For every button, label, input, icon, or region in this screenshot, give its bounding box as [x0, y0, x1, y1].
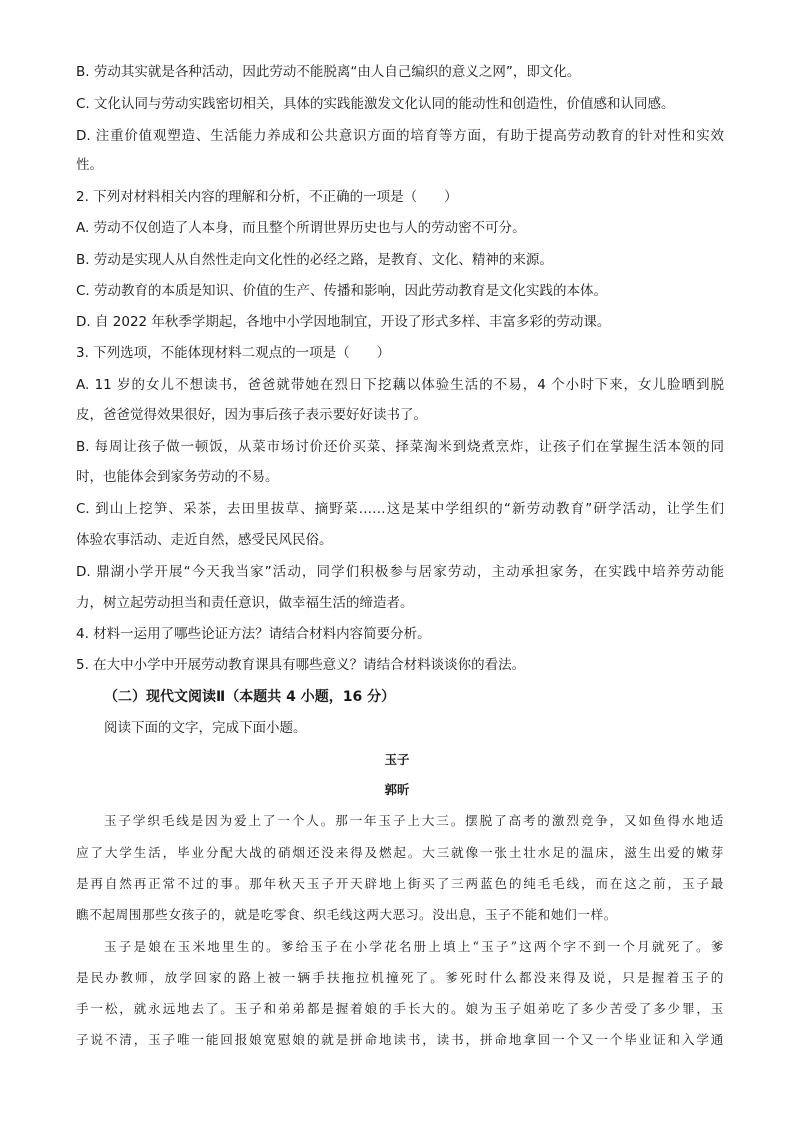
story-title: 玉子 [384, 752, 410, 767]
section-heading: （二）现代文阅读Ⅱ（本题共 4 小题，16 分） [104, 689, 396, 705]
option-line: 力，树立起劳动担当和责任意识，做幸福生活的缔造者。 [76, 595, 414, 611]
option-line: D. 注重价值观塑造、生活能力养成和公共意识方面的培育等方面，有助于提高劳动教育的针对性和实效 [76, 128, 724, 144]
question-3: 3. 下列选项，不能体现材料二观点的一项是（ ） [76, 345, 391, 361]
story-line: 手一松，就永远地去了。玉子和弟弟都是握着娘的手长大的。娘为玉子姐弟吃了多少苦受了多少罪，玉 [76, 1001, 724, 1016]
story-line: 应了大学生活，毕业分配大战的硝烟还没来得及燃起。大三就像一张土壮水足的温床，滋生出爱的嫩芽 [76, 845, 724, 860]
question-2: 2. 下列对材料相关内容的理解和分析，不正确的一项是（ ） [76, 189, 458, 205]
section-instruction: 阅读下面的文字，完成下面小题。 [104, 720, 307, 736]
option-line: B. 劳动是实现人从自然性走向文化性的必经之路，是教育、文化、精神的来源。 [76, 252, 553, 268]
story-line: 瞧不起周围那些女孩子的，就是吃零食、织毛线这两大恶习。没出息，玉子不能和她们一样。 [76, 907, 617, 922]
option-line: D. 自 2022 年秋季学期起，各地中小学因地制宜，开设了形式多样、丰富多彩的劳动课。 [76, 314, 611, 330]
story-line: 是再自然再正常不过的事。那年秋天玉子开天辟地上街买了三两蓝色的纯毛毛线，而在这之前，玉子最 [76, 876, 724, 891]
option-line: A. 11 岁的女儿不想读书，爸爸就带她在烈日下挖藕以体验生活的不易，4 个小时下来，女儿脸晒到脱 [76, 377, 724, 393]
option-line: 时，也能体会到家务劳动的不易。 [76, 469, 279, 485]
story-line: 子说不清，玉子唯一能回报娘宽慰娘的就是拼命地读书，读书，拼命地拿回一个又一个毕业证和入学通 [76, 1032, 724, 1047]
story-line: 是民办教师，放学回家的路上被一辆手扶拖拉机撞死了。爹死时什么都没来得及说，只是握着玉子的 [76, 970, 724, 985]
option-line: 皮，爸爸觉得效果很好，因为事后孩子表示要好好读书了。 [76, 407, 427, 423]
option-line: B. 劳动其实就是各种活动，因此劳动不能脱离“由人自己编织的意义之网”，即文化。 [76, 64, 581, 80]
option-line: A. 劳动不仅创造了人本身，而且整个所谓世界历史也与人的劳动密不可分。 [76, 220, 526, 236]
option-line: C. 到山上挖笋、采茶，去田里拔草、摘野菜……这是某中学组织的“新劳动教育”研学活动，让学生们 [76, 501, 724, 517]
option-line: B. 每周让孩子做一顿饭，从菜市场讨价还价买菜、择菜淘米到烧煮烹炸，让孩子们在掌握生活本领的同 [76, 439, 724, 455]
option-line: 性。 [76, 157, 103, 173]
option-line: C. 文化认同与劳动实践密切相关，具体的实践能激发文化认同的能动性和创造性，价值感和认同感。 [76, 96, 675, 112]
option-line: C. 劳动教育的本质是知识、价值的生产、传播和影响，因此劳动教育是文化实践的本体。 [76, 283, 608, 299]
option-line: D. 鼎湖小学开展“今天我当家”活动，同学们积极参与居家劳动，主动承担家务，在实践中培养劳动能 [76, 564, 724, 580]
option-line: 体验农事活动、走近自然，感受民风民俗。 [76, 532, 333, 548]
story-line: 玉子是娘在玉米地里生的。爹给玉子在小学花名册上填上“玉子”这两个字不到一个月就死了。爹 [104, 939, 724, 954]
story-author: 郭昕 [384, 782, 410, 797]
question-4: 4. 材料一运用了哪些论证方法？请结合材料内容简要分析。 [76, 626, 431, 642]
question-5: 5. 在大中小学中开展劳动教育课具有哪些意义？请结合材料谈谈你的看法。 [76, 657, 526, 673]
story-line: 玉子学织毛线是因为爱上了一个人。那一年玉子上大三。摆脱了高考的激烈竞争，又如鱼得水地适 [104, 813, 724, 828]
